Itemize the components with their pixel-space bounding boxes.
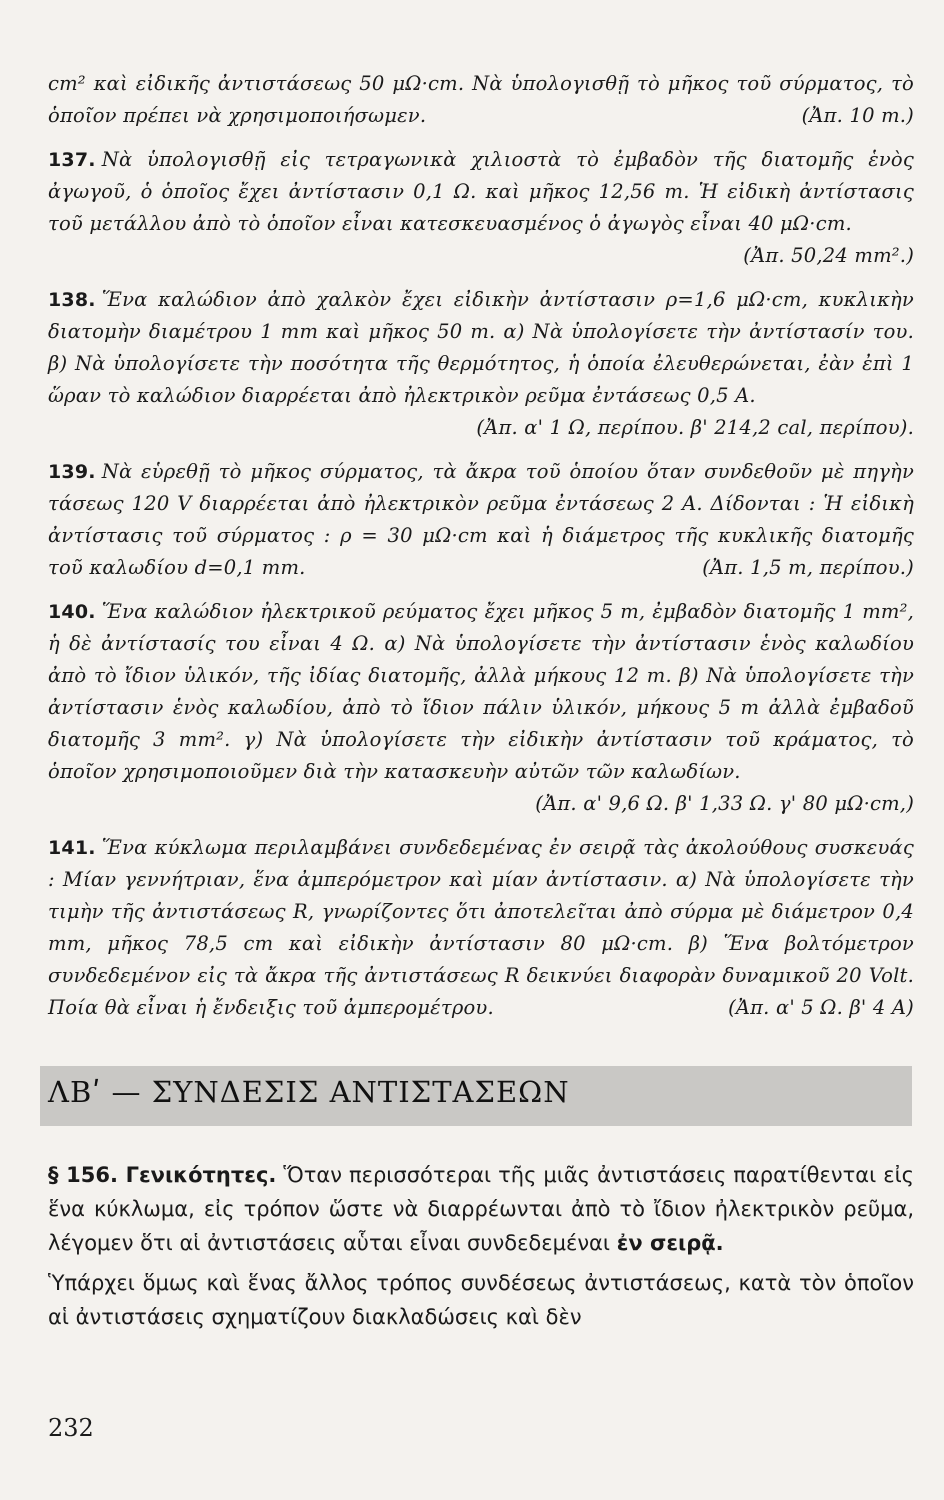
problem-number: 140. <box>48 601 96 623</box>
problem-answer: (Ἀπ. α' 9,6 Ω. β' 1,33 Ω. γ' 80 μΩ·cm,) <box>535 792 914 815</box>
problems-block <box>48 68 914 1036</box>
problem-text: Ἕνα καλώδιον ἠλεκτρικοῦ ρεύματος ἔχει μῆκος 5 m, ἐμβαδὸν διατομῆς 1 mm², ἡ δὲ ἀντίστασίς του εἶναι 4 Ω. α) Νὰ ὑπολογίσετε τὴν ἀντίστασιν ἑνὸς καλωδίου ἀπὸ τὸ ἴδιον ὑλικόν, τῆς ἰδίας διατομῆς, ἀλλὰ μήκους 12 m. β) Νὰ ὑπολογίσετε τὴν ἀντίστασιν ἑνὸς καλωδίου, ἀπὸ τὸ ἴδιον πάλιν ὑλικόν, μήκους 5 m ἀλλὰ ἐμβαδοῦ διατομῆς 3 mm². γ) Νὰ ὑπολογίσετε τὴν εἰδικὴν ἀντίστασιν τοῦ κράματος, τὸ ὁποῖον χρησιμοποιοῦμεν διὰ τὴν κατασκευὴν αὐτῶν τῶν καλωδίων. <box>48 600 914 783</box>
problem-139 <box>48 456 914 584</box>
problem-137 <box>48 144 914 272</box>
section-title: ΛΒʹ — ΣΥΝΔΕΣΙΣ ΑΝΤΙΣΤΑΣΕΩΝ <box>48 1075 570 1109</box>
problem-number: 141. <box>48 837 96 859</box>
paragraph-156 <box>48 1158 914 1260</box>
page-number: 232 <box>48 1414 94 1442</box>
problem-number: 137. <box>48 149 96 171</box>
problem-answer: (Ἀπ. 50,24 mm².) <box>743 244 914 267</box>
paragraph-2: Ὑπάρχει ὅμως καὶ ἕνας ἄλλος τρόπος συνδέσεως ἀντιστάσεως, κατὰ τὸν ὁποῖον αἱ ἀντιστάσεις σχηματίζουν διακλαδώσεις καὶ δὲν <box>48 1271 914 1329</box>
problem-answer: (Ἀπ. 1,5 m, περίπου.) <box>702 556 914 579</box>
problem-138 <box>48 284 914 444</box>
paragraph-emphasis: ἐν σειρᾷ. <box>616 1231 724 1255</box>
problem-answer: (Ἀπ. α' 1 Ω, περίπου. β' 214,2 cal, περίπου). <box>476 416 914 439</box>
problem-text: Νὰ εὑρεθῇ τὸ μῆκος σύρματος, τὰ ἄκρα τοῦ ὁποίου ὅταν συνδεθοῦν μὲ πηγὴν τάσεως 120 V διαρρέεται ἀπὸ ἠλεκτρικὸν ρεῦμα ἐντάσεως 2 Α. Δίδονται : Ἡ εἰδικὴ ἀντίστασις τοῦ σύρματος : ρ = 30 μΩ·cm καὶ ἡ διάμετρος τῆς κυκλικῆς διατομῆς τοῦ καλωδίου d=0,1 mm. <box>48 460 914 579</box>
problem-number: 139. <box>48 461 96 483</box>
section-body <box>48 1158 914 1340</box>
problem-text: cm² καὶ εἰδικῆς ἀντιστάσεως 50 μΩ·cm. Νὰ ὑπολογισθῇ τὸ μῆκος τοῦ σύρματος, τὸ ὁποῖον πρέπει νὰ χρησιμοποιήσωμεν. <box>48 72 914 127</box>
problem-141 <box>48 832 914 1024</box>
paragraph-heading: § 156. Γενικότητες. <box>48 1163 277 1187</box>
problem-text: Ἕνα καλώδιον ἀπὸ χαλκὸν ἔχει εἰδικὴν ἀντίστασιν ρ=1,6 μΩ·cm, κυκλικὴν διατομὴν διαμέτρου 1 mm καὶ μῆκος 50 m. α) Νὰ ὑπολογίσετε τὴν ἀντίστασίν του. β) Νὰ ὑπολογίσετε τὴν ποσότητα τῆς θερμότητος, ἡ ὁποία ἐλευθερώνεται, ἐὰν ἐπὶ 1 ὥραν τὸ καλώδιον διαρρέεται ἀπὸ ἠλεκτρικὸν ρεῦμα ἐντάσεως 0,5 Α. <box>48 288 914 407</box>
problem-136-continuation <box>48 68 914 132</box>
problem-text: Νὰ ὑπολογισθῇ εἰς τετραγωνικὰ χιλιοστὰ τὸ ἐμβαδὸν τῆς διατομῆς ἑνὸς ἀγωγοῦ, ὁ ὁποῖος ἔχει ἀντίστασιν 0,1 Ω. καὶ μῆκος 12,56 m. Ἡ εἰδικὴ ἀντίστασις τοῦ μετάλλου ἀπὸ τὸ ὁποῖον εἶναι κατεσκευασμένος ὁ ἀγωγὸς εἶναι 40 μΩ·cm. <box>48 148 914 235</box>
problem-answer: (Ἀπ. 10 m.) <box>801 104 914 127</box>
problem-number: 138. <box>48 289 96 311</box>
problem-answer: (Ἀπ. α' 5 Ω. β' 4 Α) <box>728 996 914 1019</box>
problem-text: Ἕνα κύκλωμα περιλαμβάνει συνδεδεμένας ἐν σειρᾷ τὰς ἀκολούθους συσκευάς : Μίαν γεννήτριαν, ἕνα ἀμπερόμετρον καὶ μίαν ἀντίστασιν. α) Νὰ ὑπολογίσετε τὴν τιμὴν τῆς ἀντιστάσεως R, γνωρίζοντες ὅτι ἀποτελεῖται ἀπὸ σύρμα μὲ διάμετρον 0,4 mm, μῆκος 78,5 cm καὶ εἰδικὴν ἀντίστασιν 80 μΩ·cm. β) Ἕνα βολτόμετρον συνδεδεμένον εἰς τὰ ἄκρα τῆς ἀντιστάσεως R δεικνύει διαφορὰν δυναμικοῦ 20 Volt. Ποία θὰ εἶναι ἡ ἔνδειξις τοῦ ἀμπερομέτρου. <box>48 836 914 1019</box>
paragraph-text: Ὅταν περισσότεραι τῆς μιᾶς ἀντιστάσεις παρατίθενται εἰς ἕνα κύκλωμα, εἰς τρόπον ὥστε νὰ διαρρέωνται ἀπὸ τὸ ἴδιον ἠλεκτρικὸν ρεῦμα, λέγομεν ὅτι αἱ ἀντιστάσεις αὗται εἶναι συνδεδεμέναι <box>48 1163 914 1255</box>
problem-140 <box>48 596 914 820</box>
